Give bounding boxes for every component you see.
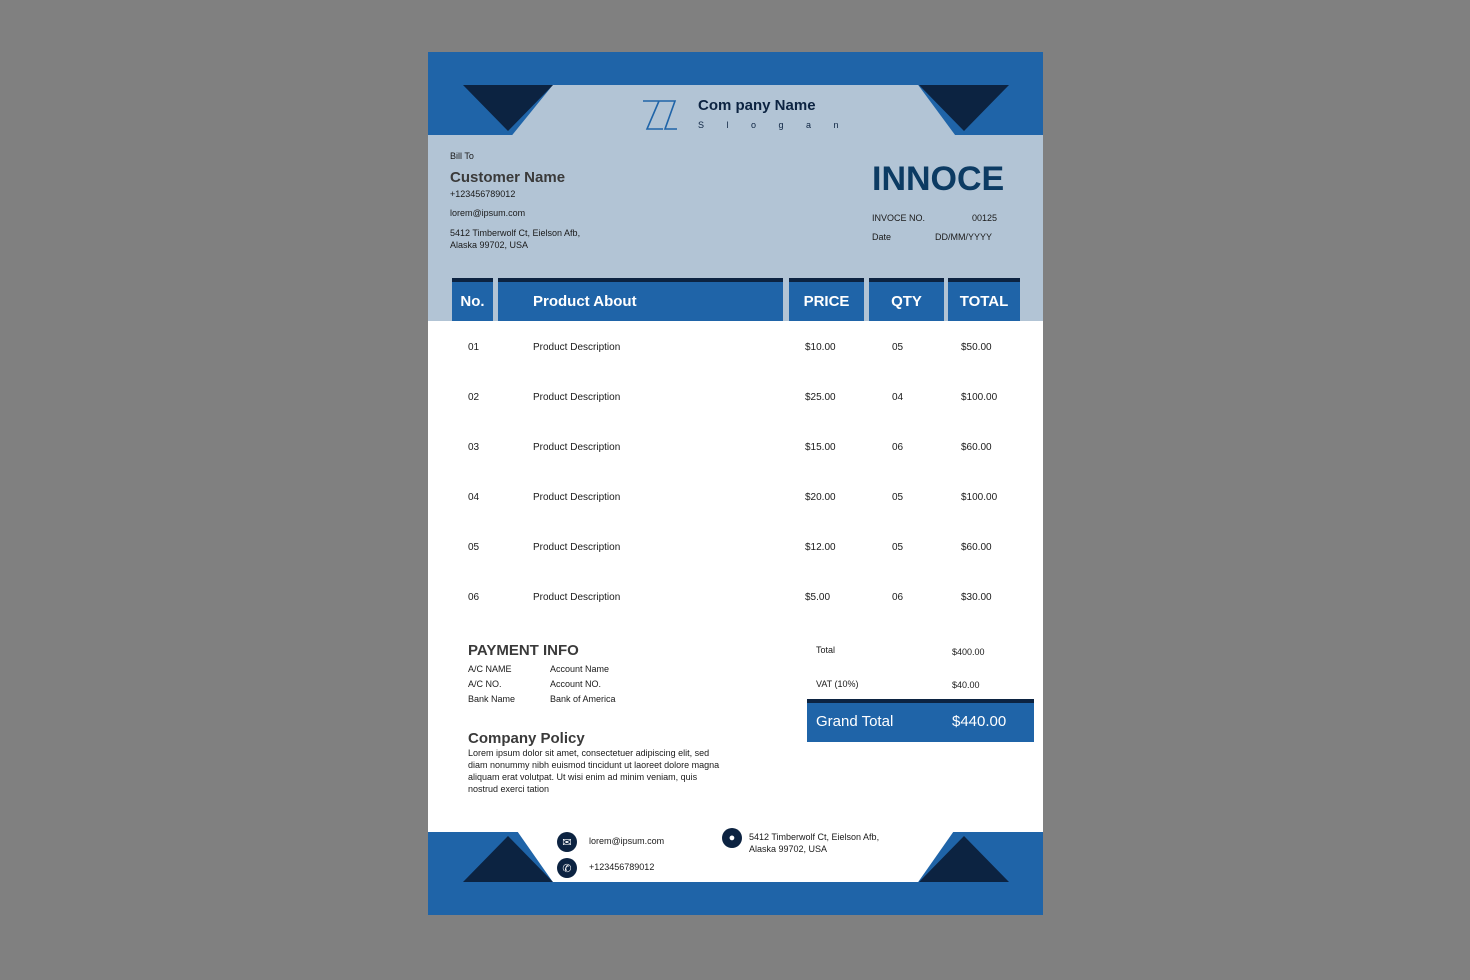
invoice-number-label: INVOCE NO. [872,213,926,223]
logo-mark-icon [641,99,679,131]
table-header-product: Product About [498,278,783,321]
policy-line: aliquam erat volutpat. Ut wisi enim ad minim veniam, quis [468,772,698,782]
table-header-total: TOTAL [948,278,1020,321]
grand-total-label: Grand Total [816,713,894,730]
payment-value: Account NO. [550,679,602,689]
company-policy-title: Company Policy [468,730,585,747]
row-price: $20.00 [805,492,836,503]
row-no: 03 [468,442,480,453]
row-price: $10.00 [805,342,836,353]
row-no: 01 [468,342,480,353]
subtotal-value: $400.00 [952,647,985,657]
payment-value: Bank of America [550,694,616,704]
row-qty: 05 [892,342,904,353]
row-description: Product Description [533,592,621,603]
table-row [428,528,1043,578]
row-description: Product Description [533,392,621,403]
row-total: $100.00 [961,492,998,503]
table-row [428,478,1043,528]
customer-address-line1: 5412 Timberwolf Ct, Eielson Afb, [450,228,581,238]
row-total: $60.00 [961,542,992,553]
footer-phone[interactable]: +123456789012 [589,862,655,872]
row-no: 05 [468,542,480,553]
row-total: $100.00 [961,392,998,403]
phone-icon: ✆ [557,858,577,878]
footer-right-triangle [919,836,1009,882]
customer-address-line2: Alaska 99702, USA [450,240,529,250]
payment-value: Account Name [550,664,610,674]
payment-label: Bank Name [468,694,516,704]
customer-email: lorem@ipsum.com [450,208,526,218]
invoice-number-value: 00125 [972,213,998,223]
row-qty: 05 [892,542,904,553]
customer-phone: +123456789012 [450,189,516,199]
table-row [428,378,1043,428]
row-description: Product Description [533,342,621,353]
invoice-date-value: DD/MM/YYYY [935,232,993,242]
header-right-triangle [919,85,1009,131]
location-pin-icon: ● [722,828,742,848]
row-qty: 05 [892,492,904,503]
vat-label: VAT (10%) [816,679,859,689]
invoice-title: INNOCE [872,160,1005,198]
policy-line: nostrud exerci tation [468,784,550,794]
footer-address-line2: Alaska 99702, USA [749,844,828,854]
mail-icon: ✉ [557,832,577,852]
row-qty: 06 [892,592,904,603]
payment-info-title: PAYMENT INFO [468,642,579,659]
bill-to-label: Bill To [450,151,474,161]
table-row [428,428,1043,478]
table-header-qty: QTY [869,278,944,321]
payment-label: A/C NO. [468,679,502,689]
row-description: Product Description [533,442,621,453]
table-header-price: PRICE [789,278,864,321]
company-slogan: S l o g a n [698,120,849,130]
footer-address-line1: 5412 Timberwolf Ct, Eielson Afb, [749,832,880,842]
row-no: 04 [468,492,480,503]
row-description: Product Description [533,542,621,553]
footer-left-triangle [463,836,553,882]
row-qty: 04 [892,392,904,403]
row-total: $30.00 [961,592,992,603]
grand-total-value: $440.00 [952,713,1007,730]
row-no: 02 [468,392,480,403]
row-price: $5.00 [805,592,831,603]
customer-name: Customer Name [450,169,566,186]
row-qty: 06 [892,442,904,453]
policy-line: diam nonummy nibh euismod tincidunt ut laoreet dolore magna [468,760,720,770]
row-price: $12.00 [805,542,836,553]
invoice-page [428,52,1043,915]
company-name: Com pany Name [698,97,816,114]
table-row [428,328,1043,378]
vat-value: $40.00 [952,680,980,690]
table-header-no: No. [452,278,493,321]
row-price: $25.00 [805,392,836,403]
table-row [428,578,1043,628]
subtotal-label: Total [816,645,836,655]
row-description: Product Description [533,492,621,503]
row-total: $60.00 [961,442,992,453]
row-total: $50.00 [961,342,992,353]
invoice-date-label: Date [872,232,892,242]
header-left-triangle [463,85,553,131]
row-price: $15.00 [805,442,836,453]
grand-total-box [807,699,1034,742]
policy-line: Lorem ipsum dolor sit amet, consectetuer adipiscing elit, sed [468,748,710,758]
row-no: 06 [468,592,480,603]
payment-label: A/C NAME [468,664,512,674]
footer-email[interactable]: lorem@ipsum.com [589,836,665,846]
